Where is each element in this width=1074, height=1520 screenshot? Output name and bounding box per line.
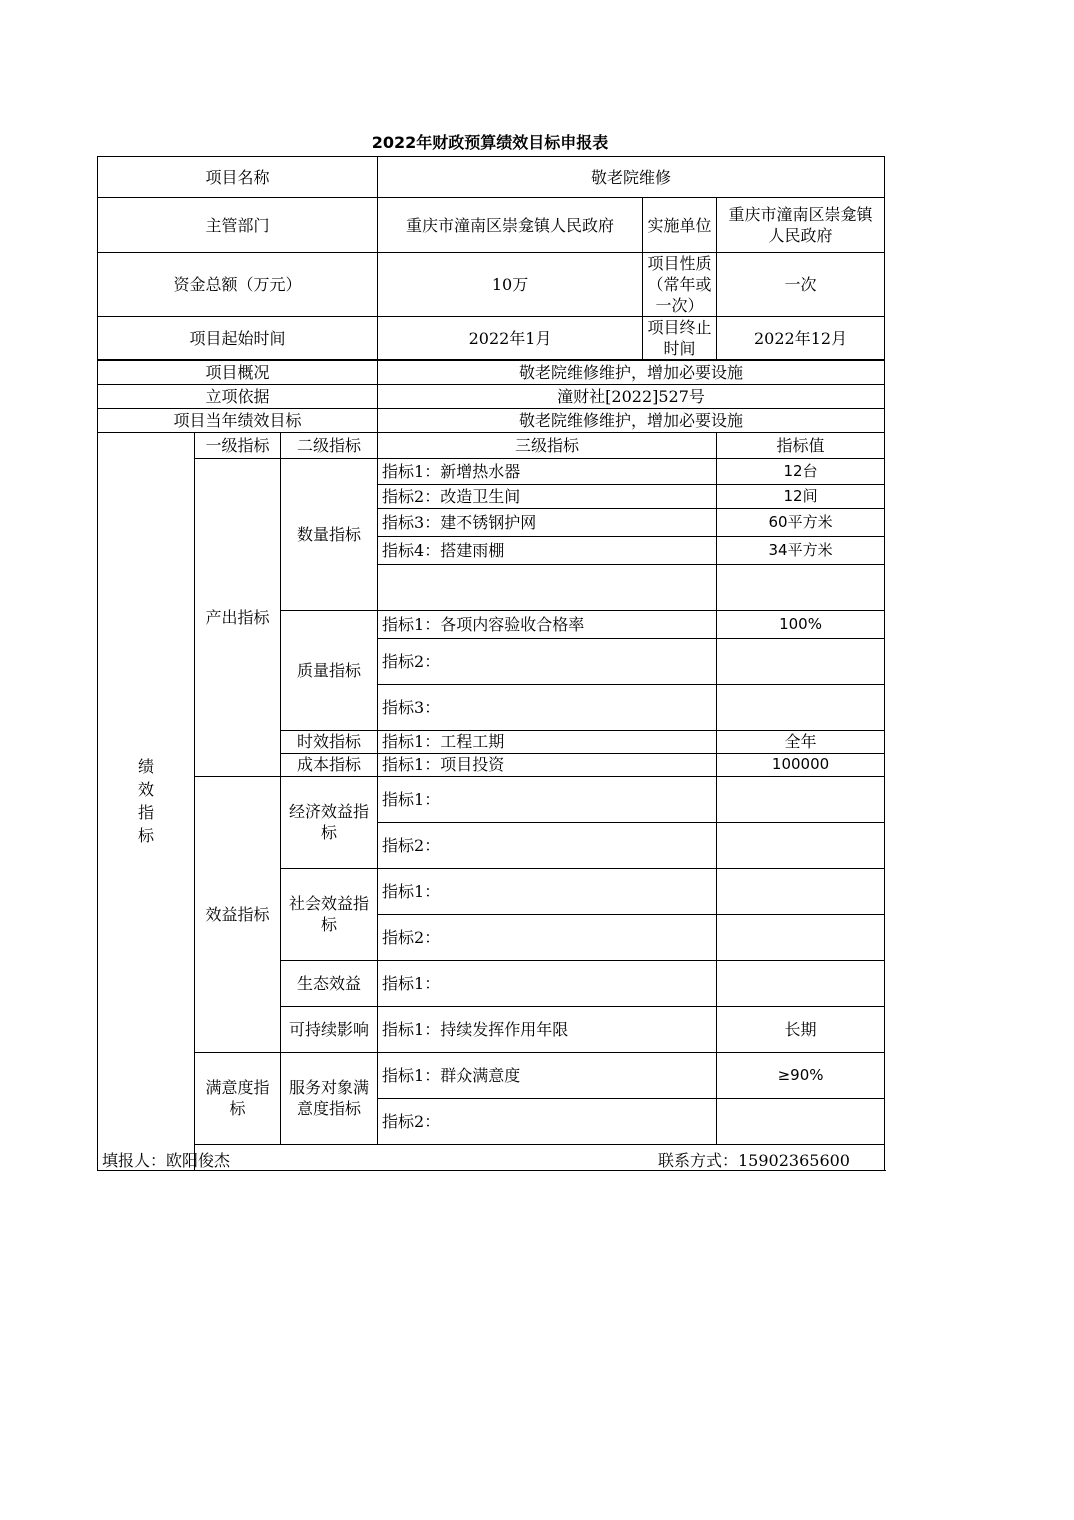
social-indicator-label: 社会效益指标 xyxy=(281,868,378,960)
overview-label: 项目概况 xyxy=(98,360,378,384)
cost-indicator-label: 成本指标 xyxy=(281,753,378,776)
section-performance-indicators xyxy=(98,432,195,1170)
satisfaction-indicator-label: 满意度指标 xyxy=(195,1052,281,1144)
unit-value: 重庆市潼南区崇龛镇人民政府 xyxy=(717,198,885,253)
satisfaction-2-name: 指标2： xyxy=(378,1098,717,1144)
service-satisfaction-label: 服务对象满意度指标 xyxy=(281,1052,378,1144)
dept-label: 主管部门 xyxy=(98,198,378,253)
row-funds xyxy=(98,253,885,317)
basis-value: 潼财社[2022]527号 xyxy=(378,384,885,408)
quality-indicator-label: 质量指标 xyxy=(281,610,378,730)
goal-label: 项目当年绩效目标 xyxy=(98,408,378,432)
nature-value: 一次 xyxy=(717,253,885,317)
economic-2-name: 指标2： xyxy=(378,822,717,868)
quantity-4-value: 34平方米 xyxy=(717,536,885,564)
sustain-1-value: 长期 xyxy=(717,1006,885,1052)
quality-2-value xyxy=(717,638,885,684)
goal-value: 敬老院维修维护，增加必要设施 xyxy=(378,408,885,432)
cost-1-value: 100000 xyxy=(717,753,885,776)
ecological-1-value xyxy=(717,960,885,1006)
sustain-1-name: 指标1：持续发挥作用年限 xyxy=(378,1006,717,1052)
output-indicator-label: 产出指标 xyxy=(195,458,281,776)
timeliness-1-value: 全年 xyxy=(717,730,885,753)
overview-value: 敬老院维修维护，增加必要设施 xyxy=(378,360,885,384)
social-1-name: 指标1： xyxy=(378,868,717,914)
project-name-value: 敬老院维修 xyxy=(378,157,885,198)
economic-1-name: 指标1： xyxy=(378,776,717,822)
satisfaction-1-value: ≥90% xyxy=(717,1052,885,1098)
project-name-label: 项目名称 xyxy=(98,157,378,198)
quantity-2-value: 12间 xyxy=(717,484,885,508)
quantity-1-value: 12台 xyxy=(717,458,885,484)
quantity-3-name: 指标3：建不锈钢护网 xyxy=(378,508,717,536)
sustain-indicator-label: 可持续影响 xyxy=(281,1006,378,1052)
end-value: 2022年12月 xyxy=(717,317,885,361)
quantity-empty-name xyxy=(378,564,717,610)
funds-label: 资金总额（万元） xyxy=(98,253,378,317)
quantity-4-name: 指标4：搭建雨棚 xyxy=(378,536,717,564)
social-2-name: 指标2： xyxy=(378,914,717,960)
form-title: 2022年财政预算绩效目标申报表 xyxy=(371,133,609,152)
row-goal xyxy=(98,408,885,432)
timeliness-indicator-label: 时效指标 xyxy=(281,730,378,753)
row-department xyxy=(98,198,885,253)
cost-1-name: 指标1：项目投资 xyxy=(378,753,717,776)
header-value: 指标值 xyxy=(717,432,885,458)
economic-2-value xyxy=(717,822,885,868)
row-quantity-1 xyxy=(98,458,885,484)
start-label: 项目起始时间 xyxy=(98,317,378,361)
contact-info: 联系方式：15902365600 xyxy=(658,1151,850,1170)
header-level2: 二级指标 xyxy=(281,432,378,458)
economic-indicator-label: 经济效益指标 xyxy=(281,776,378,868)
quality-3-name: 指标3： xyxy=(378,684,717,730)
quantity-indicator-label: 数量指标 xyxy=(281,458,378,610)
row-indicator-header xyxy=(98,432,885,458)
social-1-value xyxy=(717,868,885,914)
ecological-1-name: 指标1： xyxy=(378,960,717,1006)
nature-label: 项目性质（常年或一次） xyxy=(643,253,717,317)
ecological-indicator-label: 生态效益 xyxy=(281,960,378,1006)
unit-label: 实施单位 xyxy=(643,198,717,253)
timeliness-1-name: 指标1：工程工期 xyxy=(378,730,717,753)
quantity-3-value: 60平方米 xyxy=(717,508,885,536)
quantity-empty-value xyxy=(717,564,885,610)
quality-2-name: 指标2： xyxy=(378,638,717,684)
row-basis xyxy=(98,384,885,408)
performance-target-form xyxy=(97,156,885,1171)
section-label: 绩效指标 xyxy=(138,757,155,845)
row-time xyxy=(98,317,885,361)
header-level3: 三级指标 xyxy=(378,432,717,458)
satisfaction-2-value xyxy=(717,1098,885,1144)
basis-label: 立项依据 xyxy=(98,384,378,408)
funds-value: 10万 xyxy=(378,253,643,317)
row-economic-1 xyxy=(98,776,885,822)
quantity-1-name: 指标1：新增热水器 xyxy=(378,458,717,484)
row-overview xyxy=(98,360,885,384)
social-2-value xyxy=(717,914,885,960)
dept-value: 重庆市潼南区崇龛镇人民政府 xyxy=(378,198,643,253)
filler-name: 填报人：欧阳俊杰 xyxy=(102,1151,231,1170)
economic-1-value xyxy=(717,776,885,822)
row-satisfaction-1 xyxy=(98,1052,885,1098)
quality-1-value: 100% xyxy=(717,610,885,638)
quality-3-value xyxy=(717,684,885,730)
benefit-indicator-label: 效益指标 xyxy=(195,776,281,1052)
end-label: 项目终止时间 xyxy=(643,317,717,361)
satisfaction-1-name: 指标1：群众满意度 xyxy=(378,1052,717,1098)
quantity-2-name: 指标2：改造卫生间 xyxy=(378,484,717,508)
row-project-name xyxy=(98,157,885,198)
header-level1: 一级指标 xyxy=(195,432,281,458)
start-value: 2022年1月 xyxy=(378,317,643,361)
quality-1-name: 指标1：各项内容验收合格率 xyxy=(378,610,717,638)
